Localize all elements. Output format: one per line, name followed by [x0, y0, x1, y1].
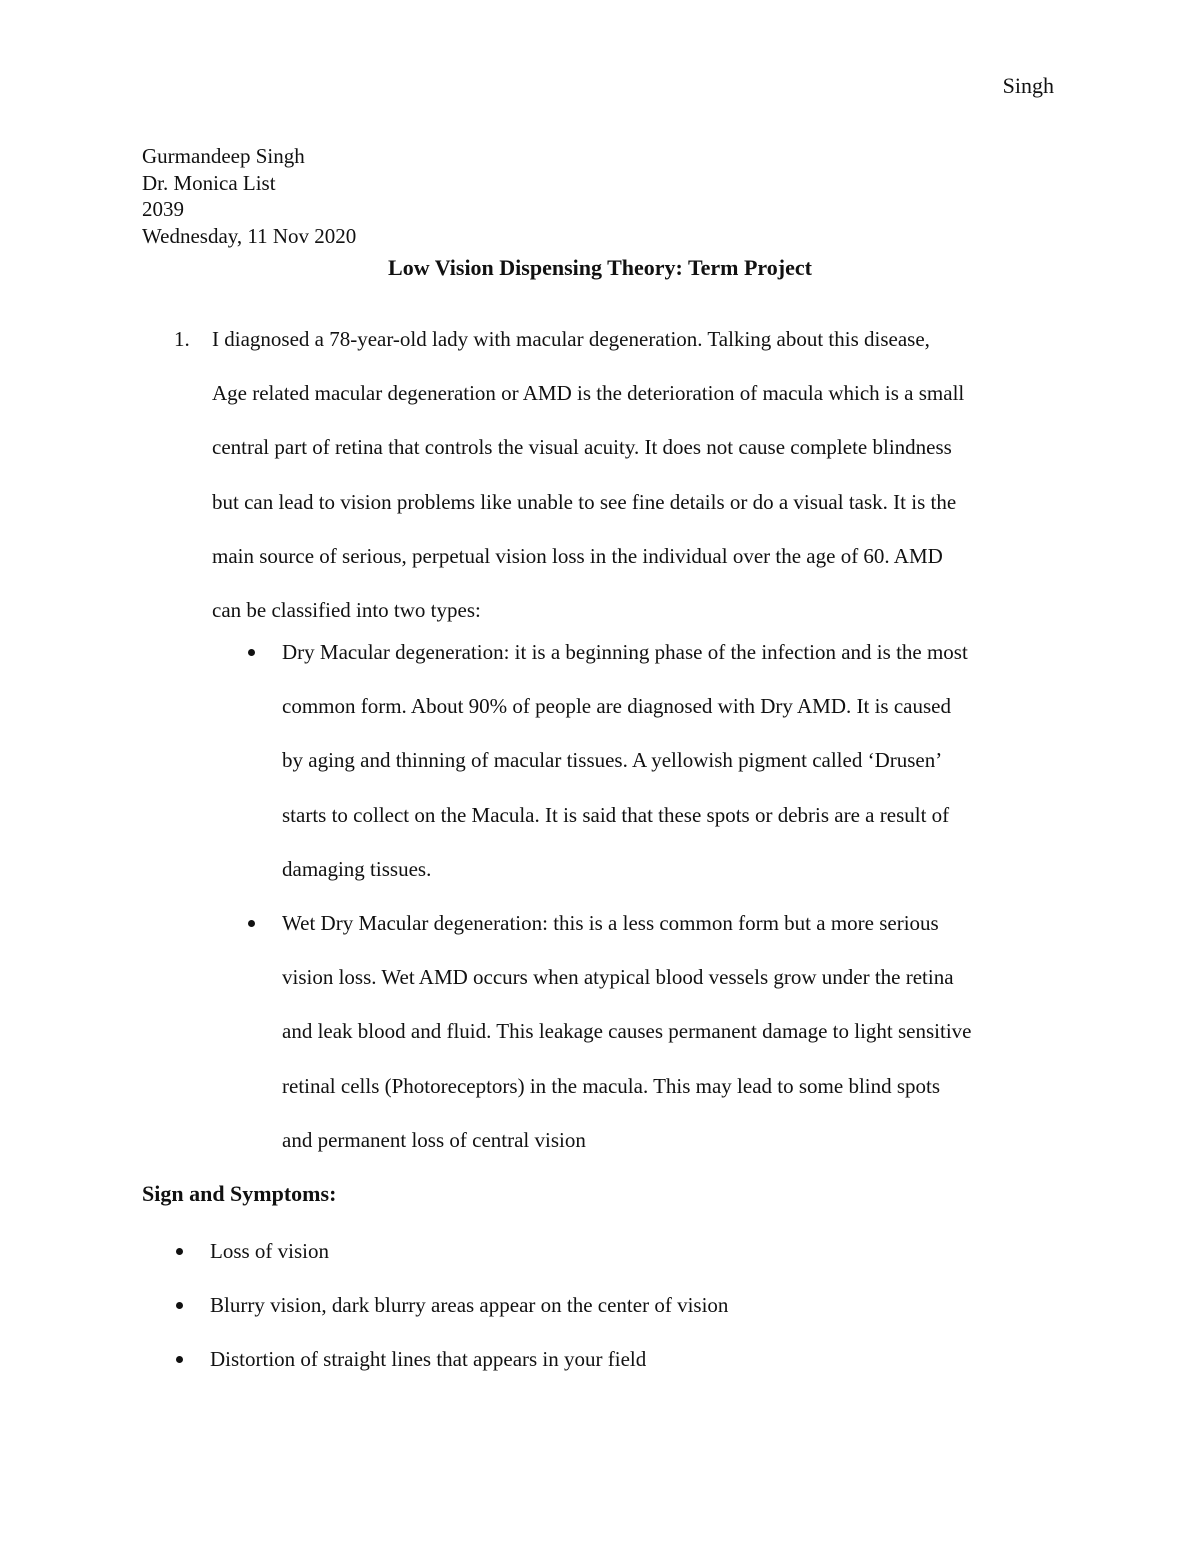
list-item	[172, 1224, 1072, 1278]
document-title: Low Vision Dispensing Theory: Term Project	[388, 255, 812, 280]
bullet-line: and leak blood and fluid. This leakage causes permanent damage to light sensitive	[282, 1019, 972, 1044]
bullet-line: Dry Macular degeneration: it is a beginning phase of the infection and is the most	[282, 640, 968, 664]
item-number: 1.	[174, 327, 190, 351]
bullet-line: starts to collect on the Macula. It is said that these spots or debris are a result of	[282, 802, 950, 827]
paragraph-line: can be classified into two types:	[212, 598, 481, 623]
date-line: Wednesday, 11 Nov 2020	[142, 223, 357, 248]
bullet-line: damaging tissues.	[282, 856, 432, 881]
list-item	[172, 1332, 1072, 1386]
amd-types-list	[244, 625, 1084, 1167]
bullet-line: retinal cells (Photoreceptors) in the macula. This may lead to some blind spots	[282, 1073, 941, 1098]
mla-heading	[142, 143, 356, 249]
bullet-icon	[176, 1248, 183, 1255]
bullet-icon	[248, 920, 255, 927]
instructor-name: Dr. Monica List	[142, 170, 276, 195]
student-name: Gurmandeep Singh	[142, 144, 305, 168]
paragraph	[212, 312, 1074, 637]
course-number: 2039	[142, 197, 184, 221]
running-head: Singh	[1002, 73, 1054, 98]
bullet-text	[282, 896, 1084, 1167]
section-heading-symptoms: Sign and Symptoms:	[142, 1181, 337, 1206]
bullet-icon	[248, 649, 255, 656]
list-item	[244, 625, 1084, 896]
list-item	[244, 896, 1084, 1167]
bullet-text: Loss of vision	[210, 1239, 330, 1263]
bullet-line: vision loss. Wet AMD occurs when atypical blood vessels grow under the retina	[282, 965, 954, 990]
list-item	[172, 1278, 1072, 1332]
paragraph-line: main source of serious, perpetual vision loss in the individual over the age of 60. AMD	[212, 543, 943, 568]
paragraph-line: but can lead to vision problems like unable to see fine details or do a visual task. It is the	[212, 489, 957, 514]
bullet-line: Wet Dry Macular degeneration: this is a less common form but a more serious	[282, 911, 939, 936]
bullet-line: common form. About 90% of people are diagnosed with Dry AMD. It is caused	[282, 694, 951, 719]
bullet-line: by aging and thinning of macular tissues. A yellowish pigment called ‘Drusen’	[282, 748, 943, 773]
bullet-line: and permanent loss of central vision	[282, 1127, 586, 1152]
bullet-text	[282, 625, 1084, 896]
numbered-item-1	[174, 312, 1074, 637]
bullet-text: Distortion of straight lines that appears in your field	[210, 1347, 647, 1372]
paragraph-line: I diagnosed a 78-year-old lady with macular degeneration. Talking about this disease,	[212, 327, 930, 351]
symptoms-list	[172, 1224, 1072, 1387]
bullet-icon	[176, 1302, 183, 1309]
paragraph-line: central part of retina that controls the visual acuity. It does not cause complete blindness	[212, 435, 952, 460]
bullet-icon	[176, 1356, 183, 1363]
paragraph-line: Age related macular degeneration or AMD is the deterioration of macula which is a small	[212, 381, 965, 406]
bullet-text: Blurry vision, dark blurry areas appear on the center of vision	[210, 1293, 729, 1318]
